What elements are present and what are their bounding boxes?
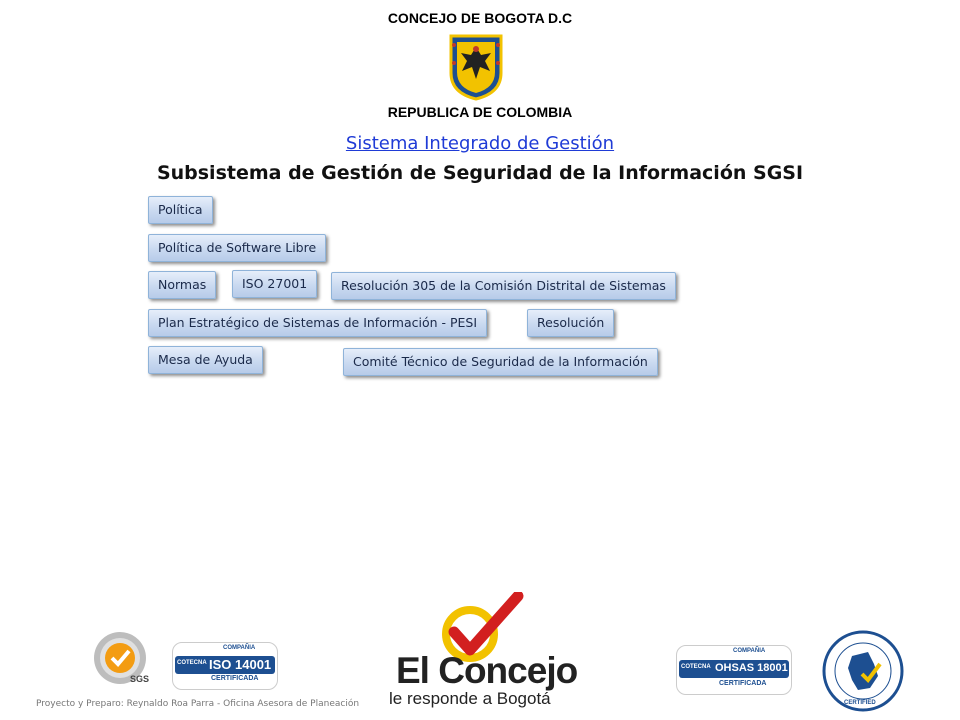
sgs-label: SGS: [130, 674, 150, 684]
sgs-certification-logo: [90, 630, 152, 694]
ohsas-company: COMPAÑIA: [733, 648, 766, 654]
normas-button[interactable]: Normas: [148, 271, 216, 299]
iso14001-standard: ISO 14001: [209, 657, 272, 672]
comite-button[interactable]: Comité Técnico de Seguridad de la Información: [343, 348, 658, 376]
resolucion305-button[interactable]: Resolución 305 de la Comisión Distrital de Sistemas: [331, 272, 676, 300]
author-note: Proyecto y Preparo: Reynaldo Roa Parra - Oficina Asesora de Planeación: [36, 699, 360, 709]
resolucion-button[interactable]: Resolución: [527, 309, 614, 337]
ohsas-standard: OHSAS 18001: [715, 662, 788, 674]
page-subtitle: Subsistema de Gestión de Seguridad de la Información SGSI: [156, 162, 804, 184]
org-name: CONCEJO DE BOGOTA D.C: [387, 10, 573, 26]
mesa-ayuda-button[interactable]: Mesa de Ayuda: [148, 346, 263, 374]
politica-button[interactable]: Política: [148, 196, 213, 224]
iso14001-certification-logo: [172, 642, 278, 690]
ohsas-certification-logo: [676, 645, 792, 695]
sig-title-link[interactable]: Sistema Integrado de Gestión: [345, 133, 615, 154]
ntcgp-certification-seal: [822, 630, 904, 712]
brand-name: El Concejo: [396, 650, 578, 691]
iso14001-company: COMPAÑIA: [223, 645, 256, 651]
iso27001-button[interactable]: ISO 27001: [232, 270, 317, 298]
brand-tagline: le responde a Bogotá: [389, 689, 551, 708]
iso14001-certified: CERTIFICADA: [211, 675, 259, 682]
ohsas-certified: CERTIFICADA: [719, 680, 767, 687]
ntcgp-certified: CERTIFIED: [844, 700, 876, 706]
country-name: REPUBLICA DE COLOMBIA: [387, 104, 573, 120]
ohsas-brand: COTECNA: [681, 664, 711, 670]
pesi-button[interactable]: Plan Estratégico de Sistemas de Información - PESI: [148, 309, 487, 337]
software-libre-button[interactable]: Política de Software Libre: [148, 234, 326, 262]
bogota-coat-of-arms: [448, 33, 504, 101]
iso14001-brand: COTECNA: [177, 660, 207, 666]
